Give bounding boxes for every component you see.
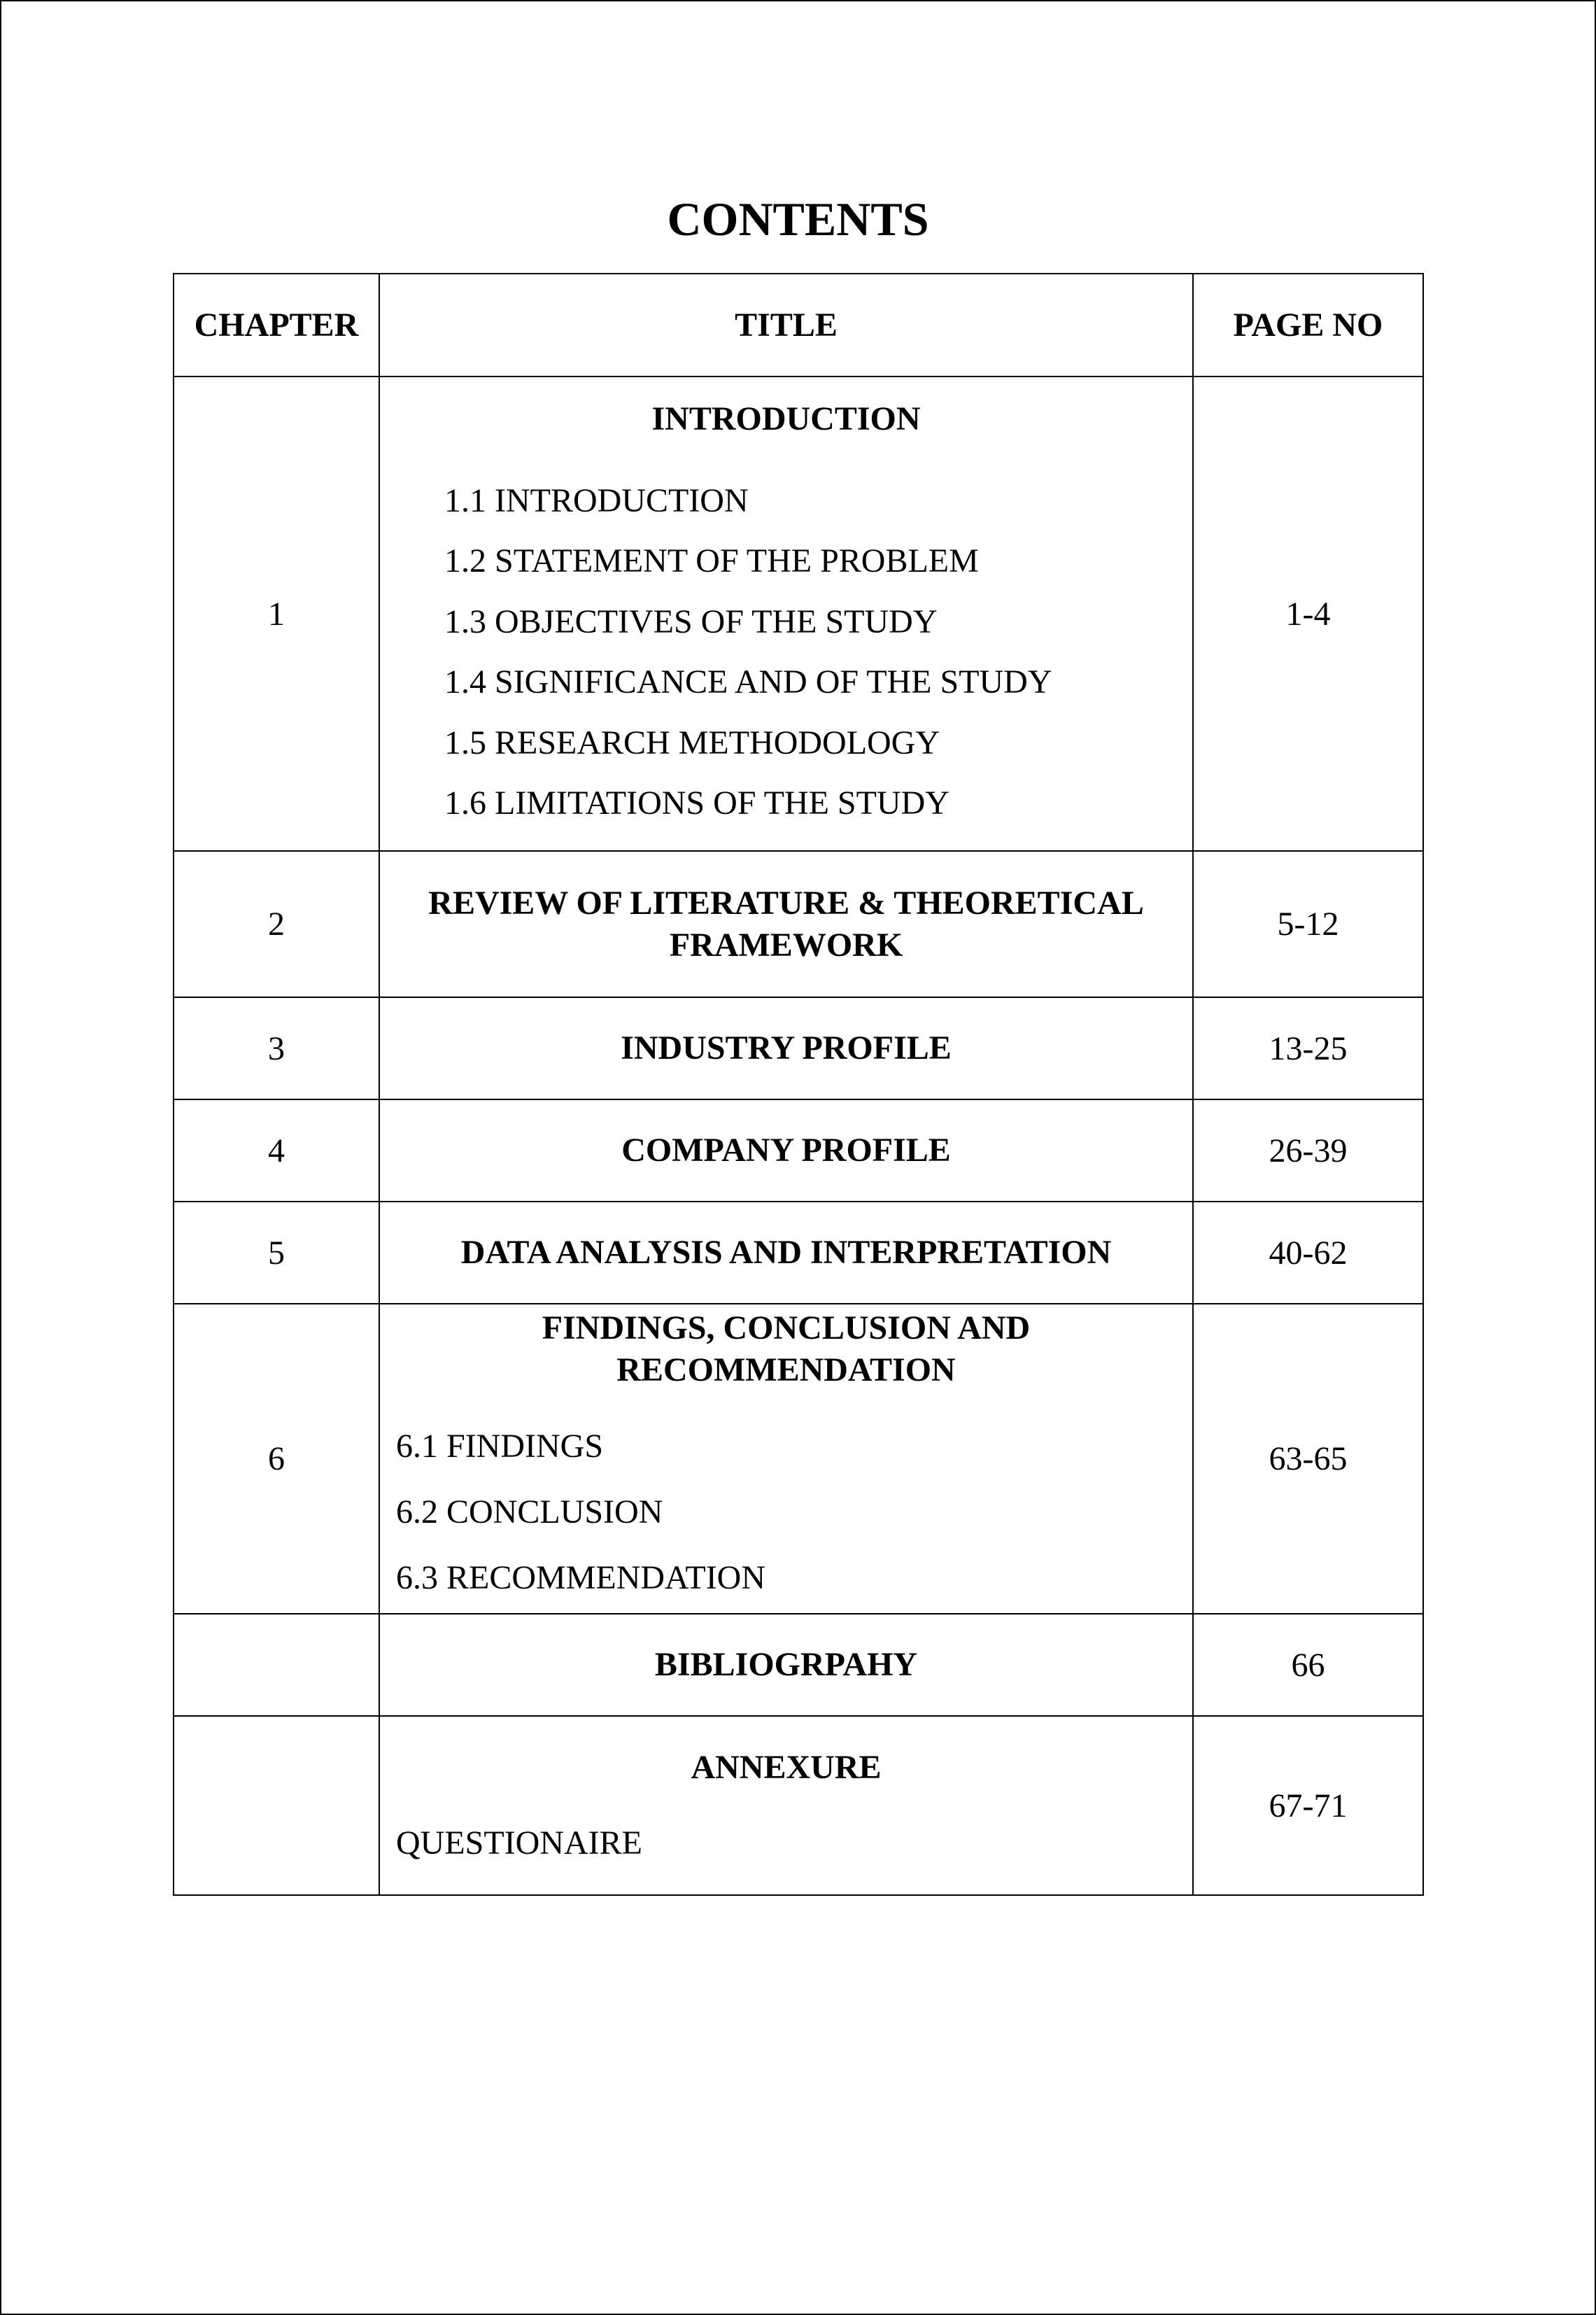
table-row [174, 1614, 1423, 1716]
chapter-title-cell [379, 997, 1193, 1099]
page-range: 5-12 [1193, 851, 1423, 997]
page-range: 1-4 [1193, 377, 1423, 851]
chapter-number: 4 [174, 1099, 379, 1202]
table-of-contents [173, 273, 1424, 1896]
chapter-title: BIBLIOGRPAHY [654, 1646, 918, 1683]
page-range: 40-62 [1193, 1202, 1423, 1304]
subsection-item: 1.3 OBJECTIVES OF THE STUDY [444, 603, 938, 640]
chapter-title: INTRODUCTION [651, 400, 921, 437]
chapter-title-line: REVIEW OF LITERATURE & THEORETICAL [428, 884, 1144, 922]
chapter-title-cell [379, 851, 1193, 997]
chapter-title-cell [379, 1099, 1193, 1202]
chapter-title: ANNEXURE [691, 1749, 882, 1786]
subsection-item: 1.2 STATEMENT OF THE PROBLEM [444, 542, 979, 579]
table-row [174, 1716, 1423, 1895]
chapter-title-line: RECOMMENDATION [616, 1351, 956, 1388]
table-row [174, 377, 1423, 851]
subsection-item: 1.6 LIMITATIONS OF THE STUDY [444, 784, 949, 822]
chapter-number: 3 [174, 997, 379, 1099]
subsection-item: 1.1 INTRODUCTION [444, 481, 749, 519]
page-range: 13-25 [1193, 997, 1423, 1099]
chapter-number: 1 [174, 377, 379, 851]
chapter-number: 6 [174, 1304, 379, 1614]
table-row [174, 851, 1423, 997]
subsection-list [380, 471, 1192, 834]
subsection-list [380, 1822, 1192, 1864]
table-row [174, 997, 1423, 1099]
chapter-title-cell [379, 1614, 1193, 1716]
subsection-item: 1.4 SIGNIFICANCE AND OF THE STUDY [444, 663, 1052, 701]
subsection-item: 6.1 FINDINGS [396, 1427, 604, 1465]
header-chapter: CHAPTER [174, 274, 379, 377]
subsection-item: 1.5 RESEARCH METHODOLOGY [444, 724, 940, 761]
subsection-item: 6.2 CONCLUSION [396, 1493, 663, 1531]
chapter-title-cell [379, 1304, 1193, 1614]
chapter-title-cell [379, 1202, 1193, 1304]
header-page-no: PAGE NO [1193, 274, 1423, 377]
chapter-title-line: FINDINGS, CONCLUSION AND [542, 1309, 1031, 1346]
chapter-number: 5 [174, 1202, 379, 1304]
page-title: CONTENTS [667, 192, 929, 246]
header-title: TITLE [379, 274, 1193, 377]
chapter-number [174, 1716, 379, 1895]
chapter-number [174, 1614, 379, 1716]
subsection-item: QUESTIONAIRE [396, 1824, 642, 1862]
chapter-title: DATA ANALYSIS AND INTERPRETATION [460, 1234, 1112, 1271]
page-range: 63-65 [1193, 1304, 1423, 1614]
page-range: 66 [1193, 1614, 1423, 1716]
subsection-item: 6.3 RECOMMENDATION [396, 1558, 765, 1596]
table-row [174, 1099, 1423, 1202]
chapter-title-cell [379, 377, 1193, 851]
chapter-number: 2 [174, 851, 379, 997]
table-row [174, 1202, 1423, 1304]
chapter-title: INDUSTRY PROFILE [621, 1029, 952, 1067]
chapter-title-cell [379, 1716, 1193, 1895]
page-range: 26-39 [1193, 1099, 1423, 1202]
subsection-list [380, 1414, 1192, 1611]
page-range: 67-71 [1193, 1716, 1423, 1895]
chapter-title: COMPANY PROFILE [621, 1132, 951, 1169]
header-row [174, 274, 1423, 377]
table-row [174, 1304, 1423, 1614]
chapter-title-line: FRAMEWORK [669, 926, 903, 964]
